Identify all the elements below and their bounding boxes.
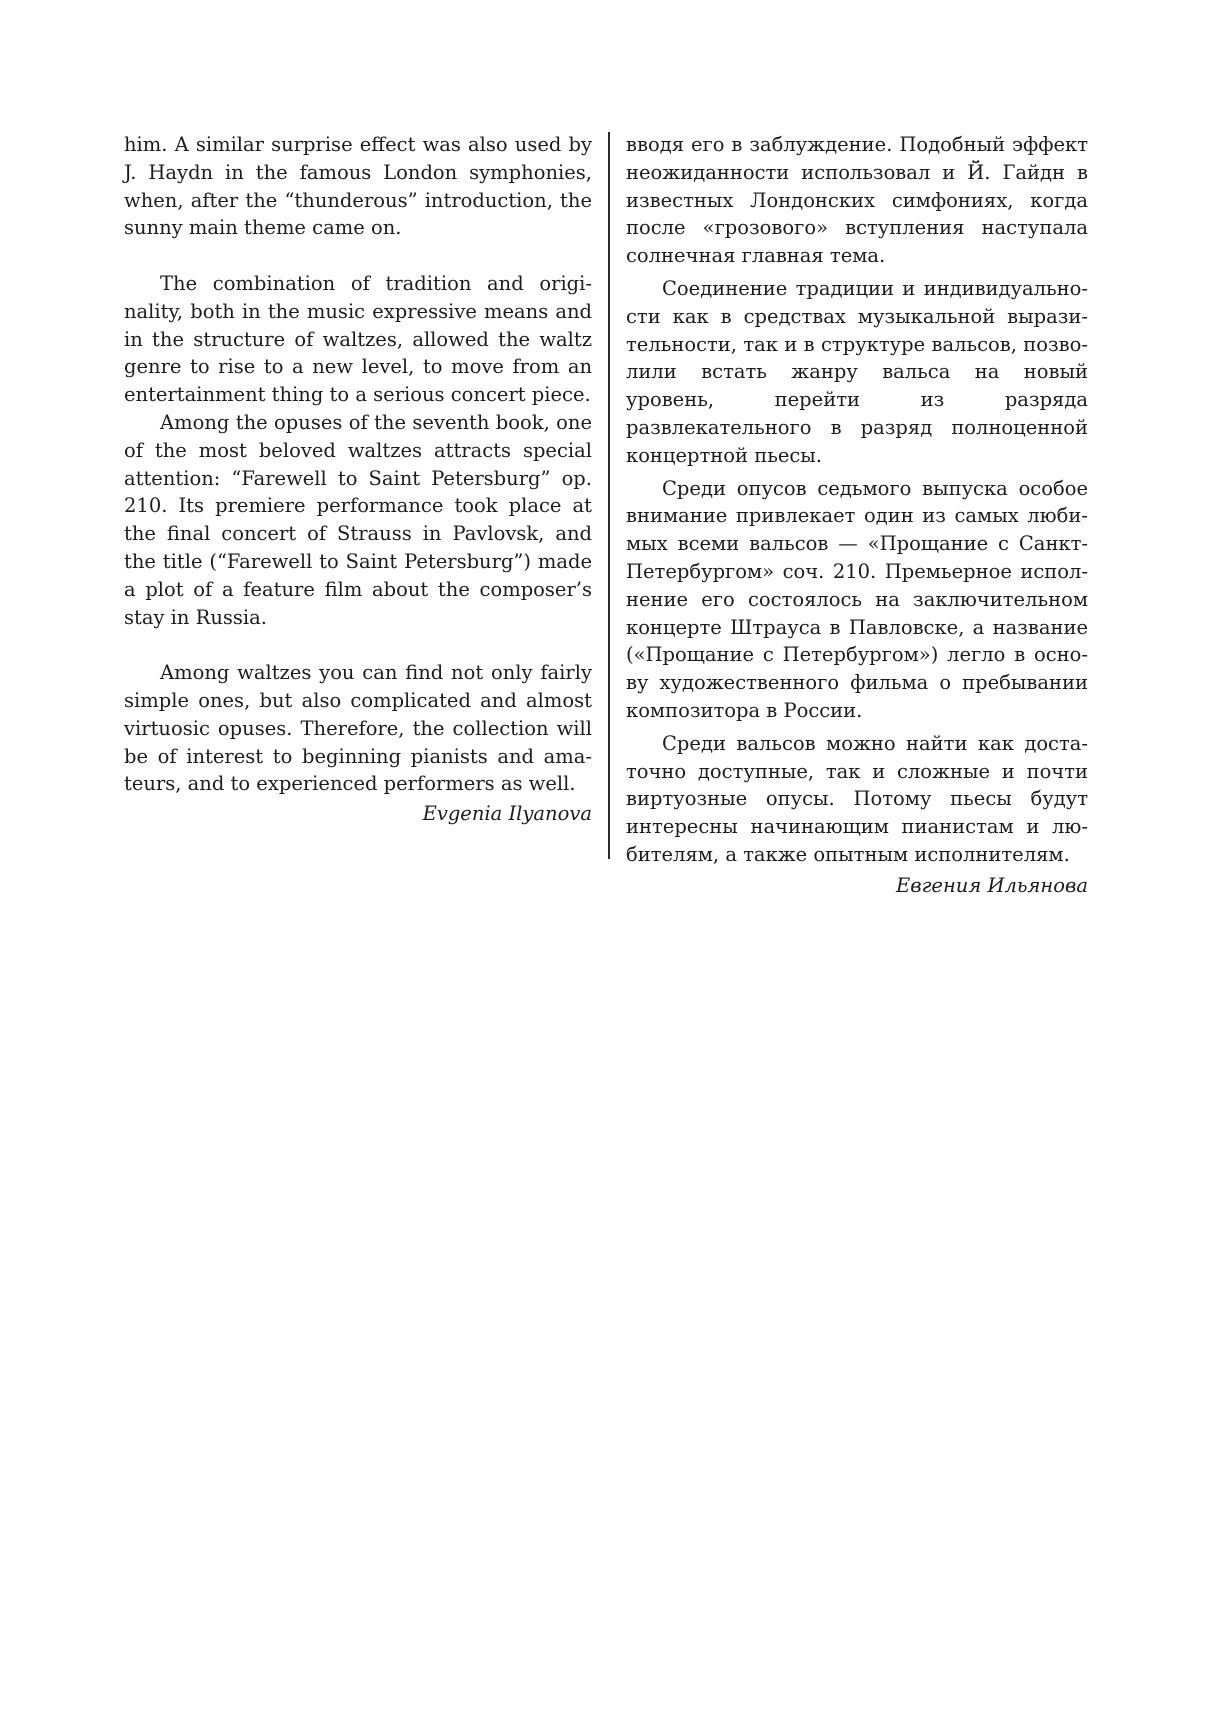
english-paragraph: him. A similar surprise effect was also used by J. Haydn in the famous London symphonies, when, after the “thunderous” introduction, the sunny main theme came on. xyxy=(124,133,592,240)
column-divider xyxy=(608,132,610,859)
russian-paragraph: Соединение традиции и индивидуальности как в средствах музыкальной выразительности, так и в структуре вальсов, позволили встать жанру вальса на новый уровень, перейти из разряда развлекательного в разряд полноценной концертной пьесы. xyxy=(626,276,1088,467)
english-column xyxy=(124,131,592,828)
russian-paragraph: вводя его в заблуждение. Подобный эффект неожиданности использовал и Й. Гайдн в известных Лондонских симфониях, когда после «грозового» вступления наступала солнечная главная тема. xyxy=(626,133,1088,268)
russian-paragraph: Среди вальсов можно найти как достаточно доступные, так и сложные и почти виртуозные опусы. Потому пьесы будут интересны начинающим пианистам и любителям, а также опытным исполнителям. xyxy=(626,731,1088,866)
english-paragraph: The combination of tradition and originality, both in the music expressive means and in the structure of waltzes, allowed the waltz genre to rise to a new level, to move from an entertainment thing to a serious concert piece. xyxy=(124,271,592,407)
russian-paragraph: Среди опусов седьмого выпуска особое внимание привлекает один из самых любимых всеми вальсов — «Прощание с Санкт-Петербургом» соч. 210. Премьерное исполнение его состоялось на заключительном концерте Штрауса в Павловске, а название («Прощание с Петербургом») легло в основу художественного фильма о пребывании композитора в России. xyxy=(626,476,1088,722)
english-paragraph: Among the opuses of the seventh book, one of the most beloved waltzes attracts special attention: “Farewell to Saint Petersburg” op. 210. Its premiere performance took place at the final concert of Strauss in Pavlovsk, and the title (“Farewell to Saint Petersburg”) made a plot of a feature film about the composer’s stay in Russia. xyxy=(124,410,592,629)
english-paragraph: Among waltzes you can find not only fairly simple ones, but also complicated and almost virtuosic opuses. Therefore, the collection will be of interest to beginning pianists and amateurs, and to experienced performers as well. xyxy=(124,661,592,796)
russian-signature: Евгения Ильянова xyxy=(895,873,1088,897)
russian-column xyxy=(626,131,1088,900)
english-signature: Evgenia Ilyanova xyxy=(422,802,592,826)
